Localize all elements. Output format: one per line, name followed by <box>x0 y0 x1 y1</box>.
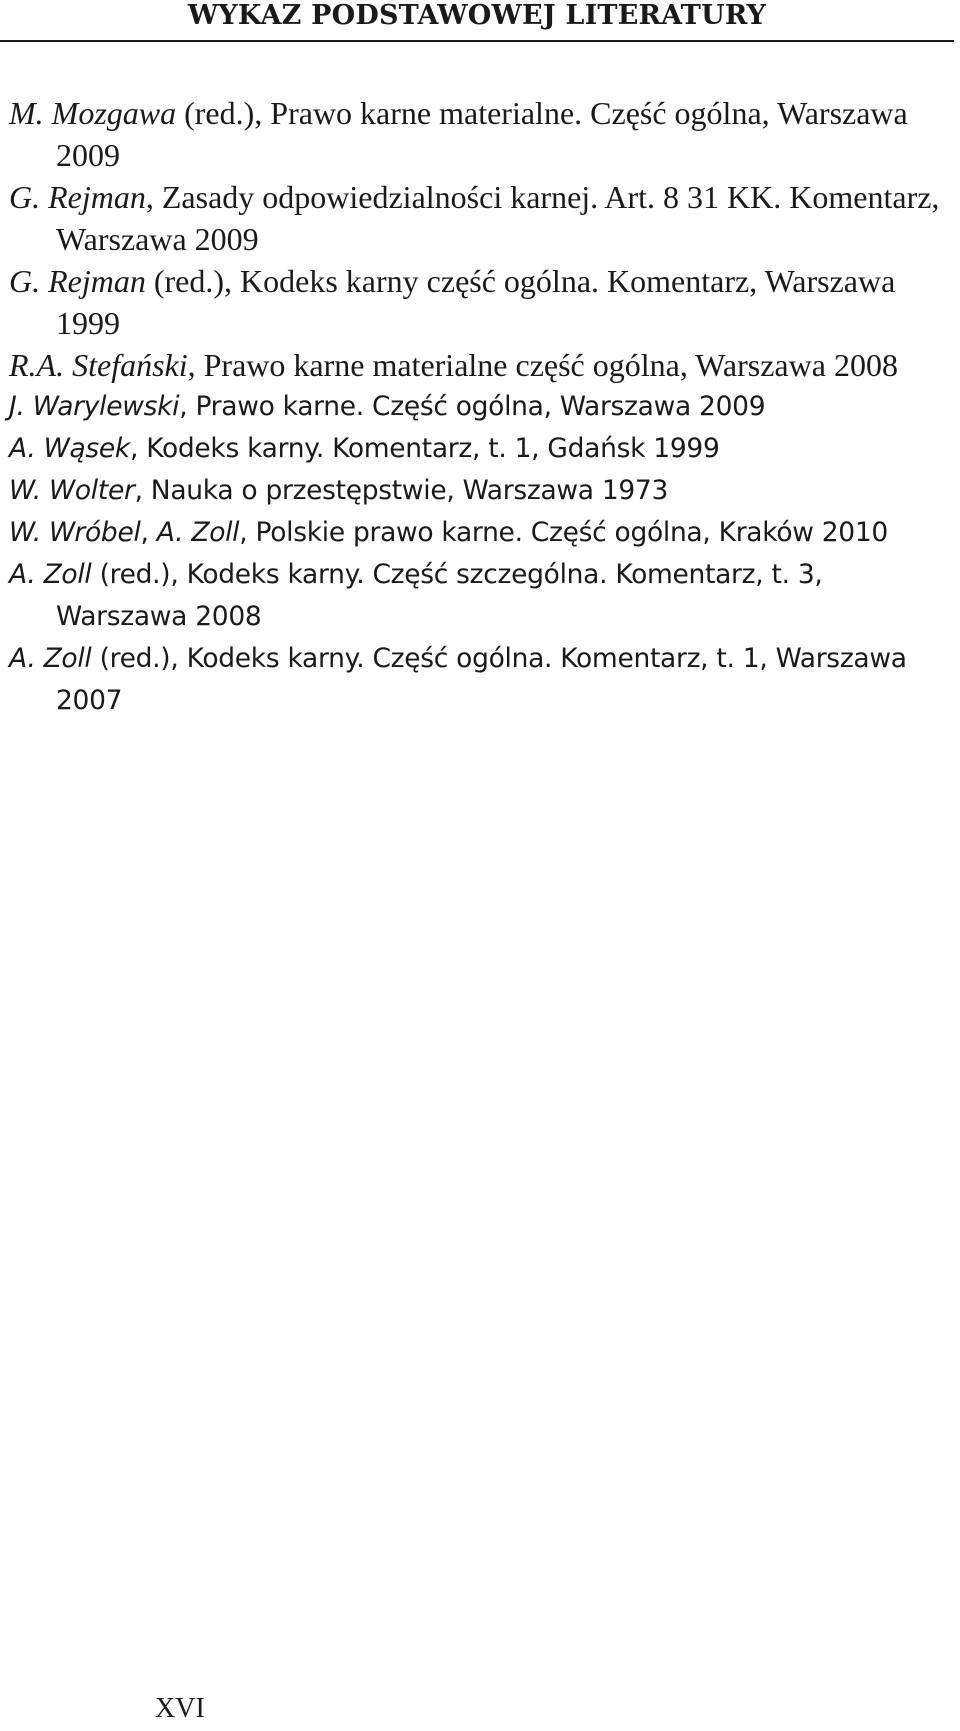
entry-text: , Kodeks karny. Komentarz, t. 1, Gdańsk 1999 <box>129 433 720 464</box>
entry-author: G. Rejman <box>9 263 146 299</box>
page-number: XVI <box>155 1693 205 1724</box>
bibliography-entry <box>9 344 949 386</box>
entry-text: (red.), Kodeks karny część ogólna. Komentarz, Warszawa 1999 <box>56 263 896 341</box>
bibliography-entry <box>9 260 949 344</box>
entry-author: R.A. Stefański <box>9 347 188 383</box>
bibliography-entry <box>9 512 949 554</box>
entry-author: J. Warylewski <box>9 391 180 422</box>
entry-author: M. Mozgawa <box>9 95 177 131</box>
bibliography-entry <box>9 176 949 260</box>
entry-separator: , <box>140 517 157 548</box>
entry-author: G. Rejman <box>9 179 146 215</box>
bibliography-list <box>9 92 949 722</box>
entry-text: (red.), Kodeks karny. Część ogólna. Komentarz, t. 1, Warszawa 2007 <box>56 643 907 716</box>
entry-text: , Polskie prawo karne. Część ogólna, Kraków 2010 <box>239 517 888 548</box>
entry-coauthor: A. Zoll <box>156 517 240 548</box>
entry-text: , Nauka o przestępstwie, Warszawa 1973 <box>134 475 669 506</box>
entry-author: A. Zoll <box>9 559 92 590</box>
page-heading: WYKAZ PODSTAWOWEJ LITERATURY <box>0 0 954 42</box>
bibliography-entry <box>9 554 949 638</box>
bibliography-entry <box>9 428 949 470</box>
entry-text: , Prawo karne materialne część ogólna, Warszawa 2008 <box>187 347 898 383</box>
entry-text: (red.), Prawo karne materialne. Część ogólna, Warszawa 2009 <box>56 95 908 173</box>
bibliography-entry <box>9 638 949 722</box>
entry-author: W. Wróbel <box>9 517 141 548</box>
entry-author: A. Zoll <box>9 643 92 674</box>
bibliography-entry <box>9 386 949 428</box>
bibliography-entry <box>9 470 949 512</box>
entry-text: (red.), Kodeks karny. Część szczególna. Komentarz, t. 3, Warszawa 2008 <box>56 559 823 632</box>
entry-text: , Zasady odpowiedzialności karnej. Art. 8 31 KK. Komentarz, Warszawa 2009 <box>56 179 940 257</box>
entry-author: A. Wąsek <box>9 433 130 464</box>
entry-text: , Prawo karne. Część ogólna, Warszawa 2009 <box>179 391 766 422</box>
bibliography-entry <box>9 92 949 176</box>
entry-author: W. Wolter <box>9 475 135 506</box>
